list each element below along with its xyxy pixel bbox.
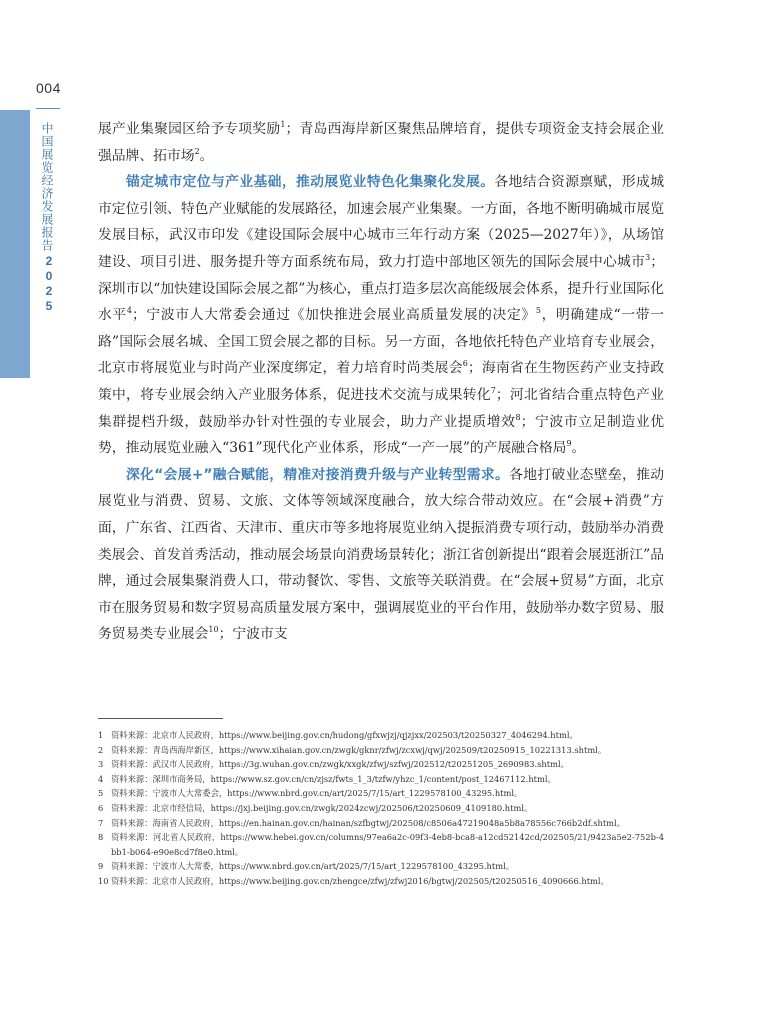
paragraph-lead-heading: 锚定城市定位与产业基础，推动展览业特色化集聚化发展。 [126, 174, 495, 191]
body-text [98, 116, 664, 648]
page-number: 004 [36, 80, 61, 96]
header-divider [36, 108, 60, 109]
footnote-ref-5[interactable]: 5 [535, 306, 541, 316]
footnote-text: 资料来源：海南省人民政府，https://en.hainan.gov.cn/hainan/szfbgtwj/202508/c8506a47219048a5b8a78556c766b2df.shtml。 [111, 817, 625, 828]
footnote-number: 1 [98, 730, 104, 740]
footnote-text: 资料来源：河北省人民政府，https://www.hebei.gov.cn/columns/97ea6a2c-09f3-4eb8-bca8-a12cd52142cd/202505/21/9423a5e2-752b-4bb1-b064-e90e8cd7f8e0.html。 [111, 832, 664, 857]
footnote-number: 9 [98, 861, 104, 872]
paragraph-1: 展产业集聚园区给予专项奖励$^1$；青岛西海岸新区聚焦品牌培育，提供专项资金支持会展企业强品牌、拓市场$^2$。 [98, 120, 665, 164]
footnote-number: 3 [98, 759, 104, 770]
footnote [98, 830, 664, 859]
footnote-number: 5 [98, 788, 104, 799]
footnote-number: 10 [98, 875, 109, 886]
footnote-number: 6 [98, 802, 104, 813]
running-title: 中国展览经济发展报告 [40, 122, 54, 252]
footnote-ref-3[interactable]: 3 [645, 252, 651, 262]
footnote-text: 资料来源：北京市人民政府，https://www.beijing.gov.cn/hudong/gfxwjzj/qjzjxx/202503/t20250327_4046294.html。 [111, 730, 578, 740]
footnote-ref-8[interactable]: 8 [515, 412, 521, 422]
footnote-text: 资料来源：武汉市人民政府，https://3g.wuhan.gov.cn/zwgk/xxgk/zfwj/szfwj/202512/t20251205_2690983.shtml。 [111, 759, 569, 770]
footnote-ref-10[interactable]: 10 [208, 625, 219, 635]
paragraph-3: 深化“会展+”融合赋能，精准对接消费升级与产业转型需求。各地打破业态壁垒，推动展览业与消费、贸易、文旅、文体等领域深度融合，放大综合带动效应。在“会展+消费”方面，广东省、江西省、天津市、重庆市等多地将展览业纳入提振消费专项行动，鼓励举办消费类展会、首发首秀活动，推动展会场景向消费场景转化；浙江省创新提出“跟着会展逛浙江”品牌，通过会展集聚消费人口，带动餐饮、零售、文旅等关联消费。在“会展+贸易”方面，北京市在服务贸易和数字贸易高质量发展方案中，强调展览业的平台作用，鼓励举办数字贸易、服务贸易类专业展会$^{10}$；宁波市支 [98, 466, 664, 643]
footnote-text: 资料来源：宁波市人大常委，https://www.nbrd.gov.cn/art/2025/7/15/art_1229578100_43295.html。 [111, 861, 515, 872]
footnote-ref-2[interactable]: 2 [194, 146, 200, 156]
footnote-number: 2 [98, 744, 104, 755]
footnote-text: 资料来源：宁波市人大常委会，https://www.nbrd.gov.cn/art/2025/7/15/art_1229578100_43295.html。 [111, 788, 523, 799]
paragraph-2: 锚定城市定位与产业基础，推动展览业特色化集聚化发展。各地结合资源禀赋，形成城市定位引领、特色产业赋能的发展路径，加速会展产业集聚。一方面，各地不断明确城市展览发展目标，武汉市印发《建设国际会展中心城市三年行动方案（2025—2027年）》，从场馆建设、项目引进、服务提升等方面系统布局，致力打造中部地区领先的国际会展中心城市$^3$；深圳市以“加快建设国际会展之都”为核心，重点打造多层次高能级展会体系，提升行业国际化水平$^4$；宁波市人大常委会通过《加快推进会展业高质量发展的决定》$^5$，明确建成“一带一路”国际会展名城、全国工贸会展之都的目标。另一方面，各地依托特色产业培育专业展会，北京市将展览业与时尚产业深度绑定，着力培育时尚类展会$^6$；海南省在生物医药产业支持政策中，将专业展会纳入产业服务体系，促进技术交流与成果转化$^7$；河北省结合重点特色产业集群提档升级，鼓励举办针对性强的专业展会，助力产业提质增效$^8$；宁波市立足制造业优势，推动展览业融入“361”现代化产业体系，形成“一产一展”的产展融合格局$^9$。 [98, 174, 665, 457]
paragraph-lead-heading: 深化“会展+”融合赋能，精准对接消费升级与产业转型需求。 [126, 466, 510, 483]
footnote-number: 7 [98, 817, 104, 828]
footnote [98, 801, 664, 816]
footnote [98, 772, 664, 787]
footnote [98, 743, 664, 758]
footnote-ref-6[interactable]: 6 [462, 359, 468, 369]
footnote [98, 786, 664, 801]
footnote-ref-1[interactable]: 1 [280, 120, 286, 129]
footnote-number: 8 [98, 832, 104, 843]
footnote-text: 资料来源：青岛西海岸新区，https://www.xihaian.gov.cn/zwgk/gknr/zfwj/zcxwj/qwj/202509/t20250915_10221313.shtml。 [111, 744, 607, 755]
footnote-number: 4 [98, 773, 104, 784]
footnote-text: 资料来源：深圳市商务局，https://www.sz.gov.cn/cn/zjsz/fwts_1_3/tzfw/yhzc_1/content/post_12467112.html。 [111, 773, 556, 784]
side-color-band [0, 110, 30, 378]
footnote-ref-7[interactable]: 7 [490, 385, 496, 395]
footnote [98, 728, 664, 743]
footnote [98, 816, 664, 831]
running-title-year: 2025 [42, 254, 56, 314]
footnote-text: 资料来源：北京市人民政府，https://www.beijing.gov.cn/zhengce/zfwj/zfwj2016/bgtwj/202505/t20250516_4090666.html。 [111, 875, 609, 886]
footnote-separator [98, 718, 223, 719]
footnote-text: 资料来源：北京市经信局，https://jxj.beijing.gov.cn/zwgk/2024zcwj/202506/t20250609_4109180.html。 [111, 802, 533, 813]
footnote [98, 874, 664, 889]
footnote-ref-9[interactable]: 9 [566, 439, 572, 449]
footnotes [98, 728, 664, 889]
footnote-ref-4[interactable]: 4 [126, 306, 132, 316]
footnote [98, 859, 664, 874]
footnote [98, 757, 664, 772]
